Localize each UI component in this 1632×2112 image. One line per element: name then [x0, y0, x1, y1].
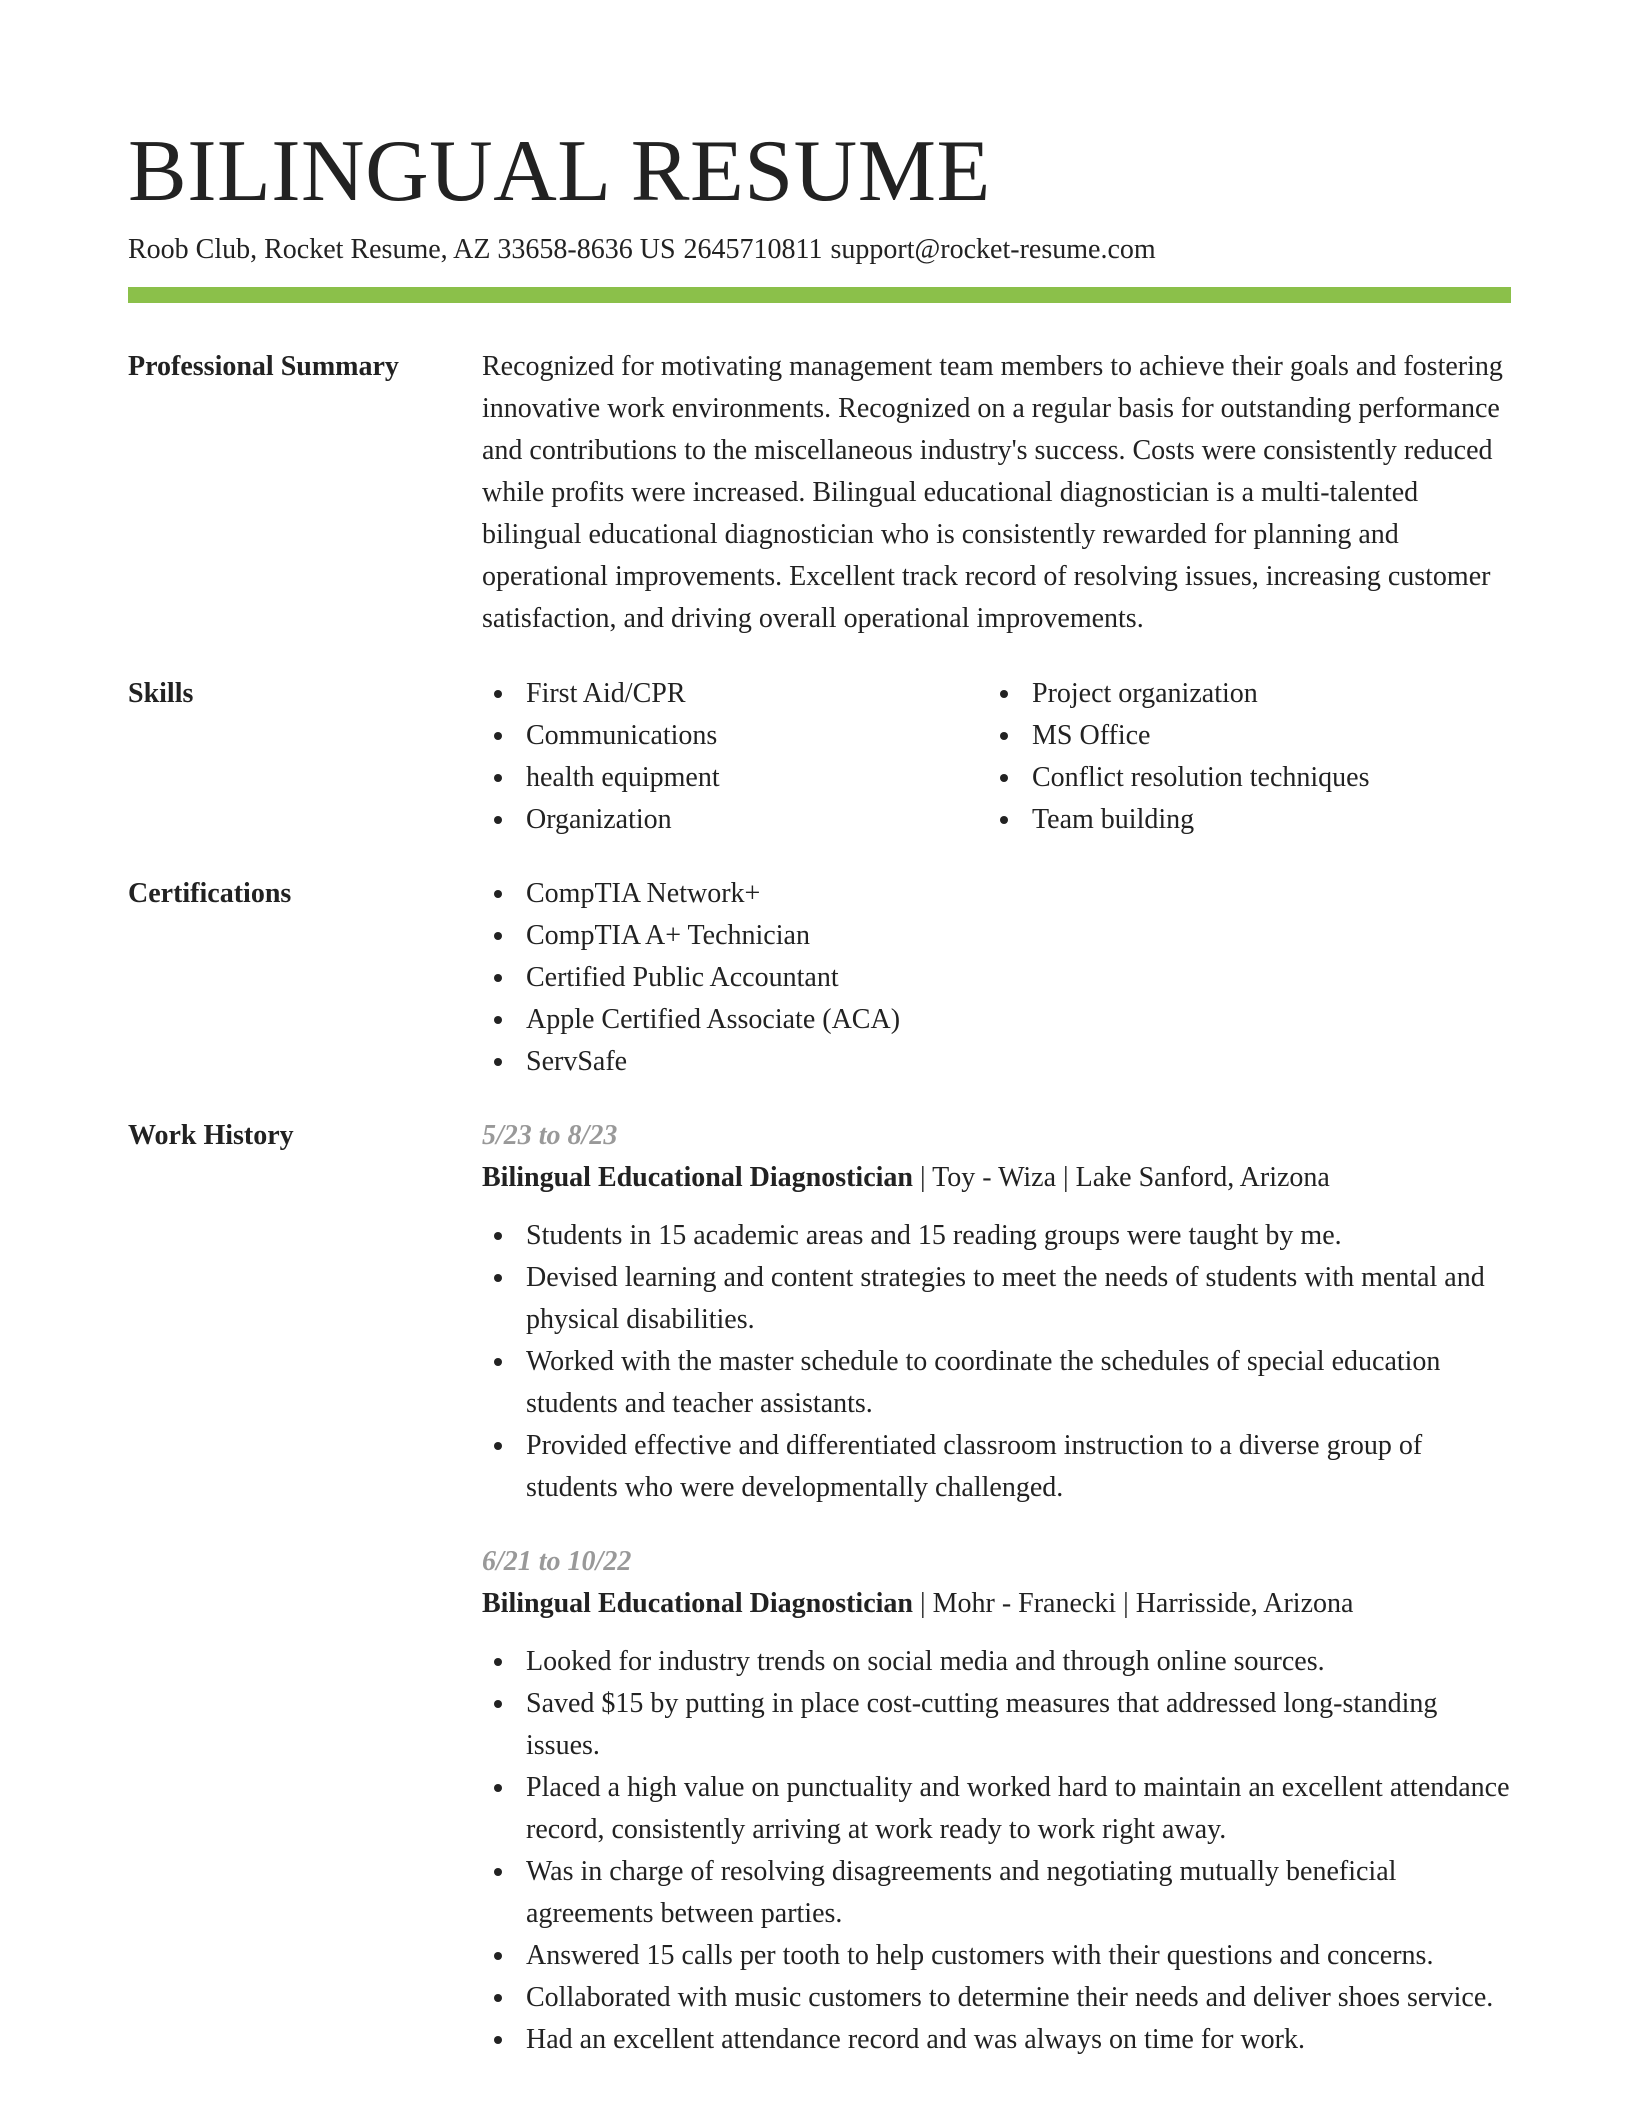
- job-title: Bilingual Educational Diagnostician: [482, 1588, 913, 1619]
- resume-title: BILINGUAL RESUME: [128, 123, 991, 220]
- skill-item: First Aid/CPR: [482, 673, 988, 715]
- skills-label: Skills: [128, 678, 194, 709]
- job-bullet: Provided effective and differentiated classroom instruction to a diverse group of students who were developmentally challenged.: [482, 1425, 1511, 1509]
- skills-content: [482, 673, 1511, 841]
- skill-item: health equipment: [482, 757, 988, 799]
- job-title: Bilingual Educational Diagnostician: [482, 1162, 913, 1193]
- skill-item: Conflict resolution techniques: [988, 757, 1494, 799]
- job-bullet: Students in 15 academic areas and 15 reading groups were taught by me.: [482, 1215, 1511, 1257]
- job-dates: 6/21 to 10/22: [482, 1546, 632, 1577]
- job-entry: [482, 1115, 1511, 1509]
- job-heading: [482, 1583, 1511, 1625]
- job-bullet: Saved $15 by putting in place cost-cutting measures that addressed long-standing issues.: [482, 1683, 1511, 1767]
- skill-item: Team building: [988, 799, 1494, 841]
- job-entry: [482, 1541, 1511, 2061]
- skill-item: MS Office: [988, 715, 1494, 757]
- job-bullets: [482, 1641, 1511, 2061]
- certification-item: Apple Certified Associate (ACA): [482, 999, 1511, 1041]
- job-bullet: Placed a high value on punctuality and worked hard to maintain an excellent attendance record, consistently arriving at work ready to work right away.: [482, 1767, 1511, 1851]
- certification-item: CompTIA Network+: [482, 873, 1511, 915]
- skill-item: Project organization: [988, 673, 1494, 715]
- job-bullet: Answered 15 calls per tooth to help customers with their questions and concerns.: [482, 1935, 1511, 1977]
- summary-label: Professional Summary: [128, 351, 399, 382]
- certification-item: ServSafe: [482, 1041, 1511, 1083]
- work-history-content: [482, 1115, 1511, 2093]
- contact-phone: 2645710811: [683, 234, 823, 265]
- accent-divider: [128, 287, 1511, 303]
- job-bullet: Was in charge of resolving disagreements and negotiating mutually beneficial agreements between parties.: [482, 1851, 1511, 1935]
- contact-address: Roob Club, Rocket Resume, AZ 33658-8636 US: [128, 234, 676, 265]
- skill-item: Communications: [482, 715, 988, 757]
- certifications-list: [482, 873, 1511, 1083]
- contact-email: support@rocket-resume.com: [830, 234, 1156, 265]
- job-bullet: Had an excellent attendance record and was always on time for work.: [482, 2019, 1511, 2061]
- job-details: | Toy - Wiza | Lake Sanford, Arizona: [913, 1162, 1330, 1193]
- job-heading: [482, 1157, 1511, 1199]
- skills-list-right: [988, 673, 1494, 841]
- summary-content: [482, 346, 1511, 640]
- certifications-label: Certifications: [128, 878, 292, 909]
- certification-item: CompTIA A+ Technician: [482, 915, 1511, 957]
- certification-item: Certified Public Accountant: [482, 957, 1511, 999]
- summary-text: Recognized for motivating management team members to achieve their goals and fostering innovative work environments. Recognized on a regular basis for outstanding performance and contributions to the miscellaneous industry's success. Costs were consistently reduced while profits were increased. Bilingual educational diagnostician is a multi-talented bilingual educational diagnostician who is consistently rewarded for planning and operational improvements. Excellent track record of resolving issues, increasing customer satisfaction, and driving overall operational improvements.: [482, 351, 1503, 634]
- contact-line: [128, 232, 1164, 268]
- job-bullets: [482, 1215, 1511, 1509]
- job-bullet: Worked with the master schedule to coordinate the schedules of special education students and teacher assistants.: [482, 1341, 1511, 1425]
- job-details: | Mohr - Franecki | Harrisside, Arizona: [913, 1588, 1354, 1619]
- job-bullet: Devised learning and content strategies to meet the needs of students with mental and physical disabilities.: [482, 1257, 1511, 1341]
- job-bullet: Collaborated with music customers to determine their needs and deliver shoes service.: [482, 1977, 1511, 2019]
- certifications-content: [482, 873, 1511, 1083]
- job-dates: 5/23 to 8/23: [482, 1120, 618, 1151]
- skills-list-left: [482, 673, 988, 841]
- skill-item: Organization: [482, 799, 988, 841]
- work-history-label: Work History: [128, 1120, 294, 1151]
- job-bullet: Looked for industry trends on social media and through online sources.: [482, 1641, 1511, 1683]
